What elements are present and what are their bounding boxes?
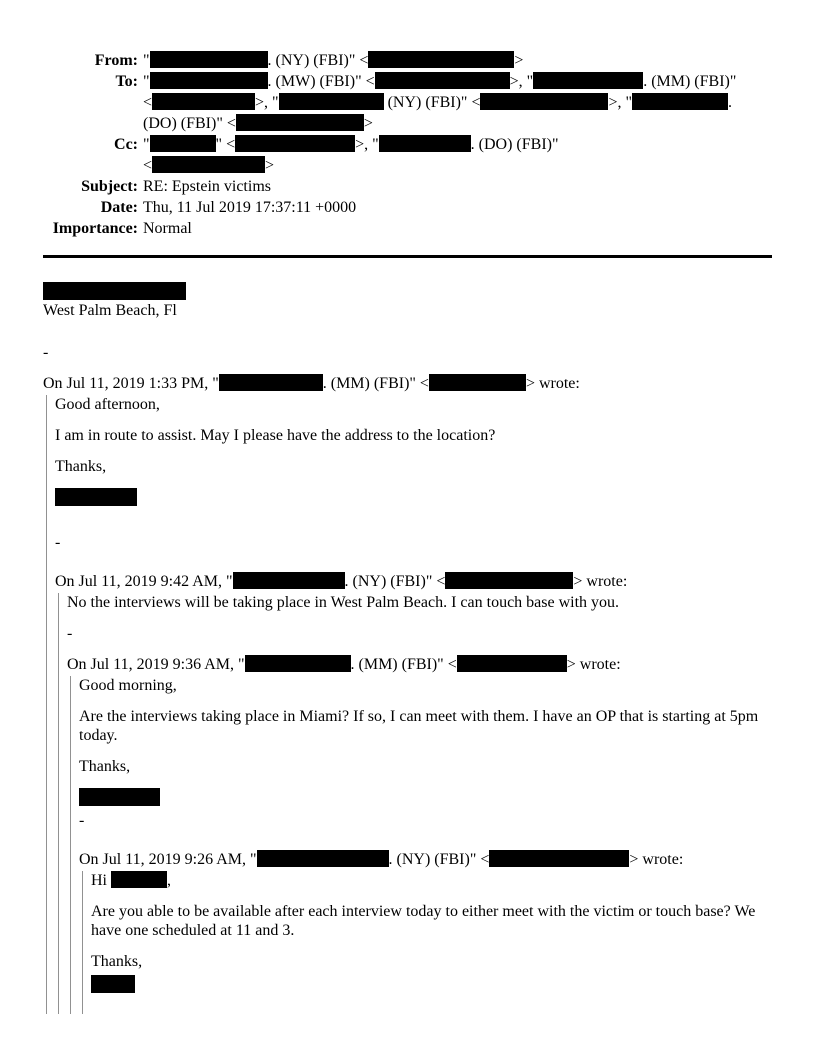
message4-intro-line: On Jul 11, 2019 9:26 AM, " . (NY) (FBI)" < > wrote: [79,851,684,868]
header-value-cc-line2: < > [143,157,275,174]
redaction-bar [257,850,389,867]
message3-text-line1: Are the interviews taking place in Miami? If so, I can meet with them. I have an OP that is starting at 5pm [79,708,759,725]
header-divider [43,255,772,258]
redaction-bar [279,93,384,110]
quote-level-3 [70,676,772,1014]
redaction-bar [480,93,608,110]
redaction-bar [235,135,355,152]
header-value-cc-line1: " " < >, " . (DO) (FBI)" [143,136,559,153]
redaction-bar [245,655,351,672]
header-value-subject: RE: Epstein victims [143,178,271,195]
header-row-subject [33,176,736,197]
header-label-spacer [33,113,143,134]
redaction-bar [43,282,186,300]
message2-text: No the interviews will be taking place in West Palm Beach. I can touch base with you. [67,594,620,611]
redaction-bar [150,51,268,68]
separator-dash: - [79,812,85,829]
message3-closing: Thanks, [79,758,131,775]
header-value-from: " . (NY) (FBI)" < > [143,52,524,69]
header-value-date: Thu, 11 Jul 2019 17:37:11 +0000 [143,199,357,216]
sender-location-line: West Palm Beach, Fl [43,302,177,319]
sender-signature-block [43,282,772,320]
quote-level-4 [82,871,772,1014]
header-value-to-line2: < >, " (NY) (FBI)" < >, " . [143,94,733,111]
separator-dash: - [43,344,49,361]
redaction-bar [489,850,629,867]
header-row-cc [33,134,736,155]
header-value-to-line3: (DO) (FBI)" < > [143,115,373,132]
redaction-bar [368,51,514,68]
message1-intro-line: On Jul 11, 2019 1:33 PM, " . (MM) (FBI)" < > wrote: [43,375,580,392]
email-body [43,282,772,1014]
message4-greeting: Hi , [91,872,171,889]
header-label-subject: Subject: [81,178,138,195]
redaction-bar [236,114,364,131]
message4-text-line2: have one scheduled at 11 and 3. [91,922,295,939]
redaction-bar [233,572,345,589]
redaction-bar [111,871,167,888]
redaction-bar [632,93,728,110]
header-label-date: Date: [100,199,138,216]
redaction-bar [150,135,216,152]
redaction-bar [152,93,255,110]
header-row-cc-cont1 [33,155,736,176]
header-row-to-cont2 [33,113,736,134]
message1-greeting: Good afternoon, [55,396,160,413]
message1-signature [55,488,772,507]
header-row-to [33,71,736,92]
header-row-date [33,197,736,218]
redaction-bar [91,975,135,993]
header-row-from [33,50,736,71]
message3-signature [79,788,772,807]
message4-text-line1: Are you able to be available after each interview today to either meet with the victim or touch base? We [91,903,756,920]
quote-level-2 [58,593,772,1014]
message3-greeting: Good morning, [79,677,177,694]
header-label-to: To: [115,73,138,90]
message1-text: I am in route to assist. May I please have the address to the location? [55,427,496,444]
header-label-cc: Cc: [114,136,138,153]
header-value-to-line1: " . (MW) (FBI)" < >, " . (MM) (FBI)" [143,73,737,90]
email-header [33,50,736,239]
header-label-spacer [33,155,143,176]
message2-intro-line: On Jul 11, 2019 9:42 AM, " . (NY) (FBI)" < > wrote: [55,573,628,590]
message3-text-line2: today. [79,727,118,744]
separator-dash: - [67,625,73,642]
message4-text [91,902,772,940]
header-value-importance: Normal [143,220,192,237]
redaction-bar [79,788,160,806]
message4-signature [91,975,772,994]
quote-continuation-tail [91,994,772,1014]
header-label-from: From: [94,52,138,69]
redaction-bar [219,374,323,391]
redaction-bar [375,72,510,89]
message3-intro-line: On Jul 11, 2019 9:36 AM, " . (MM) (FBI)" < > wrote: [67,656,621,673]
header-label-importance: Importance: [52,220,138,237]
redaction-bar [429,374,526,391]
separator-dash: - [55,534,61,551]
header-row-importance [33,218,736,239]
quote-level-1 [46,395,772,1014]
message4-closing: Thanks, [91,953,143,970]
redacted-sender-name-line [43,282,772,301]
message1-closing: Thanks, [55,458,107,475]
redaction-bar [445,572,573,589]
message3-text [79,707,772,745]
redaction-bar [55,488,137,506]
header-row-to-cont1 [33,92,736,113]
redaction-bar [533,72,643,89]
redaction-bar [150,72,268,89]
redaction-bar [379,135,471,152]
redaction-bar [152,156,265,173]
header-label-spacer [33,92,143,113]
redaction-bar [457,655,567,672]
